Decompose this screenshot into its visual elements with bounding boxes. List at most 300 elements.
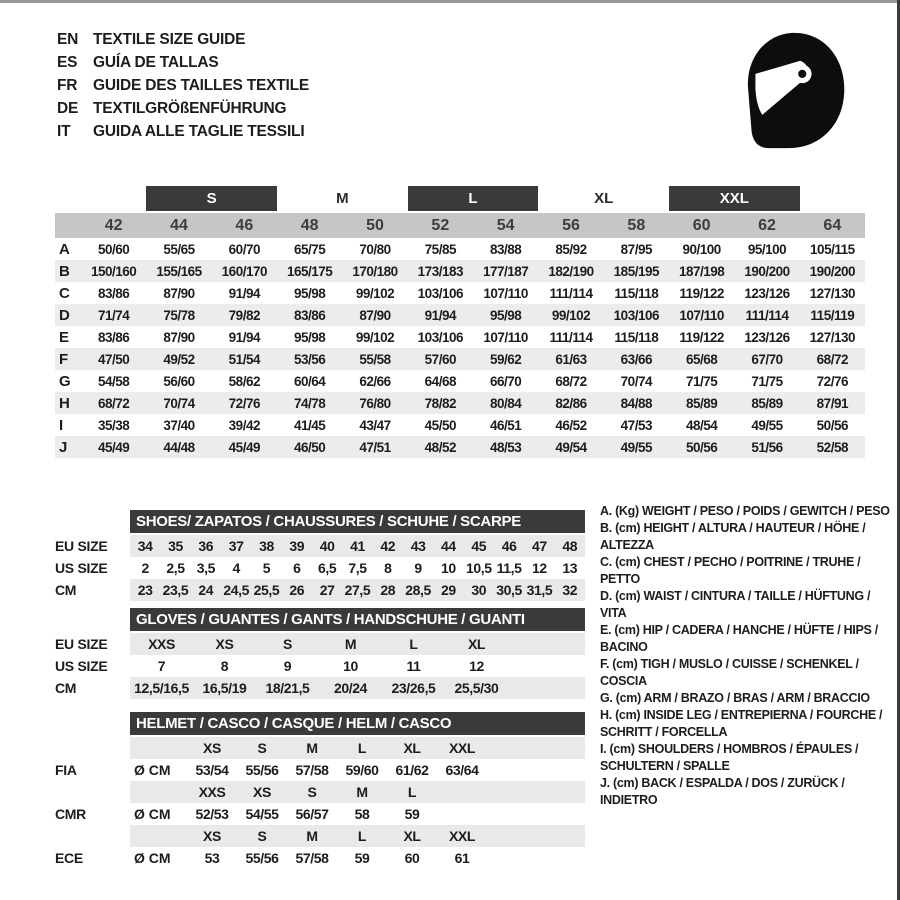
value-cell: 47 xyxy=(532,538,547,554)
size-value-cell: 59/62 xyxy=(490,351,522,367)
value-band xyxy=(130,579,585,601)
value-cell: XS xyxy=(215,636,234,652)
value-cell: 6,5 xyxy=(318,560,337,576)
size-value-cell: 52/58 xyxy=(816,439,848,455)
value-cell: 28,5 xyxy=(405,582,431,598)
size-value-cell: 107/110 xyxy=(483,329,528,345)
size-value-cell: 71/74 xyxy=(98,307,130,323)
row-letter: H xyxy=(59,394,70,412)
table-row xyxy=(55,282,865,304)
language-title: GUIDE DES TAILLES TEXTILE xyxy=(93,77,310,94)
size-value-cell: 84/88 xyxy=(620,395,652,411)
size-value-cell: 43/47 xyxy=(359,417,391,433)
size-value-cell: 83/86 xyxy=(98,285,130,301)
value-cell: 32 xyxy=(562,582,578,598)
column-header-row xyxy=(55,213,865,238)
helmet-size-cell: XS xyxy=(203,828,221,844)
helmet-size-cell: XXL xyxy=(448,828,476,844)
size-value-cell: 46/50 xyxy=(294,439,326,455)
value-cell: 25,5/30 xyxy=(454,680,499,696)
value-cell: 40 xyxy=(319,538,335,554)
legend-item: E. (cm) HIP / CADERA / HANCHE / HÜFTE / HIPS / BACINO xyxy=(600,623,878,654)
helmet-size-cell: M xyxy=(306,740,318,756)
size-value-cell: 55/58 xyxy=(359,351,391,367)
size-value-cell: 99/102 xyxy=(551,307,591,323)
size-value-cell: 56/60 xyxy=(163,373,195,389)
column-header: 64 xyxy=(823,216,842,234)
size-value-cell: 67/70 xyxy=(751,351,783,367)
row-letter: B xyxy=(59,262,70,280)
helmet-value-band xyxy=(130,759,585,781)
table-row xyxy=(55,326,865,348)
size-value-cell: 87/91 xyxy=(816,395,848,411)
column-header: 46 xyxy=(235,216,254,234)
legend-item: J. (cm) BACK / ESPALDA / DOS / ZURÜCK / INDIETRO xyxy=(600,776,845,807)
row-label: EU SIZE xyxy=(55,538,108,554)
size-value-cell: 87/90 xyxy=(359,307,391,323)
value-cell: 2 xyxy=(141,560,149,576)
size-value-cell: 74/78 xyxy=(294,395,326,411)
row-letter: J xyxy=(59,438,68,456)
size-value-cell: 72/76 xyxy=(228,395,260,411)
language-title: GUIDA ALLE TAGLIE TESSILI xyxy=(93,123,305,140)
helmet-size-band xyxy=(130,825,585,847)
value-cell: 28 xyxy=(380,582,396,598)
helmet-size-band xyxy=(130,781,585,803)
size-group-m: M xyxy=(336,190,349,207)
row-label: EU SIZE xyxy=(55,636,108,652)
row-label: US SIZE xyxy=(55,560,108,576)
value-cell: 9 xyxy=(283,658,292,674)
language-code: DE xyxy=(57,100,79,117)
value-cell: 25,5 xyxy=(253,582,280,598)
size-value-cell: 49/52 xyxy=(163,351,195,367)
helmet-size-cell: S xyxy=(307,784,317,800)
size-value-cell: 65/68 xyxy=(686,351,718,367)
size-value-cell: 45/50 xyxy=(424,417,456,433)
size-value-cell: 45/49 xyxy=(98,439,130,455)
size-value-cell: 80/84 xyxy=(490,395,522,411)
column-header: 48 xyxy=(300,216,319,234)
value-cell: 10,5 xyxy=(465,560,492,576)
value-cell: 27 xyxy=(319,582,335,598)
size-value-cell: 190/200 xyxy=(744,263,790,279)
size-value-cell: 115/118 xyxy=(614,329,659,345)
size-value-cell: 83/88 xyxy=(490,241,522,257)
language-row xyxy=(57,51,309,74)
helmet-value-cell: 59/60 xyxy=(345,762,379,778)
size-value-cell: 91/94 xyxy=(424,307,456,323)
column-header: 62 xyxy=(758,216,776,234)
helmet-value-cell: 61 xyxy=(454,850,470,866)
size-value-cell: 123/126 xyxy=(744,329,790,345)
size-value-cell: 45/49 xyxy=(228,439,260,455)
value-cell: 42 xyxy=(380,538,396,554)
value-band xyxy=(130,557,585,579)
size-value-cell: 53/56 xyxy=(294,351,326,367)
column-header: 50 xyxy=(366,216,384,234)
value-cell: 23,5 xyxy=(162,582,189,598)
size-value-cell: 48/54 xyxy=(686,417,718,433)
size-value-cell: 51/56 xyxy=(751,439,783,455)
size-value-cell: 173/183 xyxy=(417,263,463,279)
helmet-size-cell: XXS xyxy=(198,784,226,800)
size-value-cell: 83/86 xyxy=(98,329,130,345)
size-value-cell: 177/187 xyxy=(483,263,529,279)
legend-item: D. (cm) WAIST / CINTURA / TAILLE / HÜFTUNG / VITA xyxy=(600,589,871,620)
value-cell: 24,5 xyxy=(223,582,249,598)
helmet-size-cell: L xyxy=(357,828,367,844)
row-label: CM xyxy=(55,582,77,598)
size-value-cell: 83/86 xyxy=(294,307,326,323)
language-title-list xyxy=(57,28,309,143)
helmet-value-band xyxy=(130,803,585,825)
helmet-size-cell: L xyxy=(357,740,367,756)
size-value-cell: 115/119 xyxy=(810,307,855,323)
table-row xyxy=(55,304,865,326)
value-cell: 45 xyxy=(471,538,487,554)
value-cell: 12 xyxy=(469,658,484,674)
value-cell: 38 xyxy=(259,538,274,554)
size-value-cell: 127/130 xyxy=(809,285,855,301)
size-value-cell: 70/74 xyxy=(620,373,652,389)
size-value-cell: 55/65 xyxy=(163,241,195,257)
helmet-value-cell: 59 xyxy=(404,806,420,822)
helmet-size-band xyxy=(130,737,585,759)
column-header: 54 xyxy=(496,216,515,234)
helmet-value-cell xyxy=(437,803,487,825)
size-value-cell: 41/45 xyxy=(294,417,326,433)
size-value-cell: 99/102 xyxy=(355,329,395,345)
table-row xyxy=(55,436,865,458)
legend-item: B. (cm) HEIGHT / ALTURA / HAUTEUR / HÖHE / ALTEZZA xyxy=(600,521,866,552)
row-letter: C xyxy=(59,284,70,302)
size-value-cell: 190/200 xyxy=(809,263,855,279)
size-value-cell: 75/78 xyxy=(163,307,195,323)
column-header: 56 xyxy=(562,216,580,234)
size-value-cell: 105/115 xyxy=(810,241,855,257)
value-cell: 12,5/16,5 xyxy=(134,680,189,696)
language-row xyxy=(57,28,309,51)
column-header: 52 xyxy=(431,216,450,234)
helmet-value-cell: 53 xyxy=(204,850,220,866)
size-value-cell: 46/51 xyxy=(490,417,522,433)
row-label: CM xyxy=(55,680,77,696)
helmet-icon xyxy=(733,28,853,152)
helmet-size-cell: M xyxy=(306,828,318,844)
value-cell: 8 xyxy=(220,658,229,674)
size-group-s: S xyxy=(146,186,277,211)
value-cell: 10 xyxy=(441,560,456,576)
value-cell: 6 xyxy=(293,560,301,576)
size-value-cell: 165/175 xyxy=(287,263,333,279)
size-value-cell: 103/106 xyxy=(417,285,463,301)
size-value-cell: 111/114 xyxy=(745,307,789,323)
size-value-cell: 85/89 xyxy=(751,395,783,411)
size-value-cell: 119/122 xyxy=(679,329,724,345)
value-cell: M xyxy=(344,636,357,652)
size-value-cell: 123/126 xyxy=(744,285,790,301)
table-row xyxy=(55,348,865,370)
size-value-cell: 39/42 xyxy=(228,417,260,433)
table-row xyxy=(55,238,865,260)
size-value-cell: 103/106 xyxy=(417,329,463,345)
size-value-cell: 60/64 xyxy=(294,373,326,389)
helmet-size-cell: S xyxy=(257,740,267,756)
size-value-cell: 107/110 xyxy=(679,307,724,323)
helmet-value-cell: 52/53 xyxy=(195,806,229,822)
helmet-size-cell: XS xyxy=(253,784,271,800)
table-row xyxy=(55,370,865,392)
helmet-value-cell: 55/56 xyxy=(245,762,279,778)
helmet-value-cell: 53/54 xyxy=(195,762,229,778)
size-value-cell: 47/50 xyxy=(98,351,130,367)
helmet-standard-label: FIA xyxy=(55,762,77,778)
size-value-cell: 115/118 xyxy=(614,285,659,301)
size-group-row xyxy=(55,186,865,211)
row-letter: F xyxy=(59,350,69,368)
value-cell: 36 xyxy=(198,538,214,554)
diameter-unit-label: Ø CM xyxy=(134,850,171,866)
helmet-value-cell: 56/57 xyxy=(295,806,329,822)
size-value-cell: 127/130 xyxy=(809,329,855,345)
column-header: 58 xyxy=(627,216,646,234)
table-row xyxy=(55,392,865,414)
size-value-cell: 90/100 xyxy=(682,241,721,257)
column-header: 44 xyxy=(170,216,188,234)
size-value-cell: 95/100 xyxy=(747,241,787,257)
legend-item: C. (cm) CHEST / PECHO / POITRINE / TRUHE / PETTO xyxy=(600,555,861,586)
size-value-cell: 111/114 xyxy=(549,285,593,301)
value-cell: 26 xyxy=(289,582,305,598)
legend-item: A. (Kg) WEIGHT / PESO / POIDS / GEWITCH / PESO xyxy=(600,504,890,518)
size-value-cell: 48/52 xyxy=(424,439,456,455)
value-cell: 20/24 xyxy=(333,680,368,696)
shoes-section-header: SHOES/ ZAPATOS / CHAUSSURES / SCHUHE / SCARPE xyxy=(130,510,585,533)
value-band xyxy=(130,655,585,677)
size-value-cell: 78/82 xyxy=(424,395,456,411)
value-cell: XL xyxy=(467,636,486,652)
value-cell: 29 xyxy=(441,582,456,598)
helmet-size-cell: XXL xyxy=(448,740,476,756)
measurement-legend xyxy=(600,503,890,809)
helmet-size-cell: XL xyxy=(403,740,421,756)
size-value-cell: 50/60 xyxy=(98,241,130,257)
size-value-cell: 35/38 xyxy=(98,417,130,433)
helmet-value-cell: 57/58 xyxy=(295,762,329,778)
size-value-cell: 182/190 xyxy=(548,263,594,279)
value-cell: 12 xyxy=(532,560,547,576)
size-value-cell: 71/75 xyxy=(751,373,783,389)
size-group-l: L xyxy=(408,186,539,211)
language-code: FR xyxy=(57,77,78,94)
size-value-cell: 95/98 xyxy=(294,285,326,301)
helmet-standard-label: CMR xyxy=(55,806,86,822)
value-band xyxy=(130,535,585,557)
size-value-cell: 187/198 xyxy=(679,263,725,279)
size-value-cell: 91/94 xyxy=(228,329,260,345)
size-value-cell: 170/180 xyxy=(352,263,398,279)
language-row xyxy=(57,74,309,97)
size-value-cell: 46/52 xyxy=(555,417,587,433)
language-row xyxy=(57,120,309,143)
value-cell: 5 xyxy=(262,560,271,576)
size-value-cell: 57/60 xyxy=(424,351,456,367)
size-value-cell: 150/160 xyxy=(91,263,137,279)
helmet-size-cell: XL xyxy=(403,828,421,844)
size-value-cell: 49/54 xyxy=(555,439,587,455)
size-value-cell: 60/70 xyxy=(228,241,260,257)
helmet-value-cell: 54/55 xyxy=(245,806,279,822)
value-cell: 24 xyxy=(198,582,214,598)
value-cell: 11,5 xyxy=(496,560,522,576)
helmet-value-cell: 61/62 xyxy=(395,762,429,778)
value-band xyxy=(130,633,585,655)
value-cell: 13 xyxy=(562,560,578,576)
value-cell: 9 xyxy=(414,560,422,576)
size-value-cell: 107/110 xyxy=(483,285,528,301)
size-value-cell: 111/114 xyxy=(549,329,593,345)
size-value-cell: 75/85 xyxy=(424,241,456,257)
column-header: 60 xyxy=(692,216,711,234)
value-cell: 16,5/19 xyxy=(202,680,247,696)
size-value-cell: 70/80 xyxy=(359,241,391,257)
corner-cell xyxy=(55,213,81,238)
value-cell: 23 xyxy=(137,582,153,598)
size-value-cell: 48/53 xyxy=(490,439,522,455)
gloves-section-header: GLOVES / GUANTES / GANTS / HANDSCHUHE / GUANTI xyxy=(130,608,585,631)
size-value-cell: 71/75 xyxy=(686,373,718,389)
value-cell: 23/26,5 xyxy=(391,680,436,696)
value-cell: 2,5 xyxy=(166,560,185,576)
value-cell: 7,5 xyxy=(348,560,367,576)
helmet-section-header: HELMET / CASCO / CASQUE / HELM / CASCO xyxy=(130,712,585,735)
language-code: IT xyxy=(57,123,71,140)
size-value-cell: 85/89 xyxy=(686,395,718,411)
size-value-cell: 54/58 xyxy=(98,373,130,389)
value-cell: 8 xyxy=(384,560,392,576)
helmet-size-cell xyxy=(437,781,487,803)
size-value-cell: 76/80 xyxy=(359,395,391,411)
size-value-cell: 68/72 xyxy=(816,351,848,367)
legend-item: G. (cm) ARM / BRAZO / BRAS / ARM / BRACCIO xyxy=(600,691,870,705)
size-group-xxl: XXL xyxy=(669,186,800,211)
value-cell: XXS xyxy=(148,636,175,652)
value-cell: 7 xyxy=(157,658,166,674)
size-value-cell: 79/82 xyxy=(228,307,260,323)
row-letter: I xyxy=(59,416,64,434)
helmet-value-cell: 58 xyxy=(354,806,370,822)
size-value-cell: 68/72 xyxy=(98,395,130,411)
value-cell: L xyxy=(409,636,418,652)
value-band xyxy=(130,677,585,699)
size-value-cell: 103/106 xyxy=(613,307,659,323)
value-cell: 43 xyxy=(410,538,426,554)
value-cell: 4 xyxy=(232,560,240,576)
helmet-size-cell: M xyxy=(356,784,368,800)
helmet-value-band xyxy=(130,847,585,869)
value-cell: 39 xyxy=(289,538,305,554)
size-value-cell: 64/68 xyxy=(424,373,456,389)
size-value-cell: 85/92 xyxy=(555,241,587,257)
row-label: US SIZE xyxy=(55,658,108,674)
helmet-value-cell: 63/64 xyxy=(445,762,479,778)
size-value-cell: 51/54 xyxy=(228,351,260,367)
language-title: GUÍA DE TALLAS xyxy=(93,54,219,71)
value-cell: 30,5 xyxy=(496,582,522,598)
textile-size-table xyxy=(55,186,865,458)
value-cell: 18/21,5 xyxy=(265,680,310,696)
size-value-cell: 72/76 xyxy=(816,373,848,389)
value-cell: 46 xyxy=(501,538,517,554)
size-value-cell: 47/53 xyxy=(620,417,652,433)
size-value-cell: 95/98 xyxy=(294,329,326,345)
size-value-cell: 68/72 xyxy=(555,373,587,389)
size-value-cell: 155/165 xyxy=(156,263,202,279)
size-value-cell: 65/75 xyxy=(294,241,326,257)
size-value-cell: 185/195 xyxy=(613,263,659,279)
row-letter: A xyxy=(59,240,70,258)
size-value-cell: 61/63 xyxy=(555,351,587,367)
size-value-cell: 70/74 xyxy=(163,395,195,411)
value-cell: 37 xyxy=(228,538,244,554)
helmet-size-cell: XS xyxy=(203,740,221,756)
size-group-xl: XL xyxy=(594,190,614,207)
language-code: EN xyxy=(57,31,79,48)
size-value-cell: 62/66 xyxy=(359,373,391,389)
helmet-value-cell: 60 xyxy=(404,850,420,866)
helmet-value-cell: 55/56 xyxy=(245,850,279,866)
legend-item: I. (cm) SHOULDERS / HOMBROS / ÉPAULES / SCHULTERN / SPALLE xyxy=(600,742,859,773)
top-border xyxy=(0,0,900,3)
size-value-cell: 119/122 xyxy=(679,285,724,301)
size-value-cell: 87/90 xyxy=(163,285,195,301)
legend-item: H. (cm) INSIDE LEG / ENTREPIERNA / FOURCHE / SCHRITT / FORCELLA xyxy=(600,708,883,739)
size-value-cell: 87/95 xyxy=(620,241,652,257)
size-value-cell: 91/94 xyxy=(228,285,260,301)
value-cell: 27,5 xyxy=(344,582,371,598)
helmet-size-cell: S xyxy=(257,828,267,844)
language-title: TEXTILE SIZE GUIDE xyxy=(93,31,246,48)
size-value-cell: 82/86 xyxy=(555,395,587,411)
helmet-value-cell: 57/58 xyxy=(295,850,329,866)
language-title: TEXTILGRÖßENFÜHRUNG xyxy=(93,100,287,117)
size-value-cell: 99/102 xyxy=(355,285,395,301)
size-value-cell: 63/66 xyxy=(620,351,652,367)
size-value-cell: 44/48 xyxy=(163,439,195,455)
value-cell: 34 xyxy=(137,538,153,554)
size-value-cell: 49/55 xyxy=(751,417,783,433)
value-cell: 48 xyxy=(562,538,578,554)
language-row xyxy=(57,97,309,120)
row-letter: D xyxy=(59,306,70,324)
value-cell: 41 xyxy=(350,538,365,554)
size-value-cell: 47/51 xyxy=(359,439,391,455)
helmet-size-cell: L xyxy=(407,784,417,800)
size-value-cell: 160/170 xyxy=(221,263,267,279)
column-header: 42 xyxy=(104,216,123,234)
size-value-cell: 50/56 xyxy=(686,439,718,455)
size-value-cell: 58/62 xyxy=(228,373,260,389)
value-cell: 3,5 xyxy=(196,560,215,576)
value-cell: 10 xyxy=(343,658,358,674)
value-cell: 31,5 xyxy=(526,582,553,598)
diameter-unit-label: Ø CM xyxy=(134,806,171,822)
size-value-cell: 49/55 xyxy=(620,439,652,455)
helmet-standard-label: ECE xyxy=(55,850,83,866)
value-cell: 30 xyxy=(471,582,487,598)
diameter-unit-label: Ø CM xyxy=(134,762,171,778)
